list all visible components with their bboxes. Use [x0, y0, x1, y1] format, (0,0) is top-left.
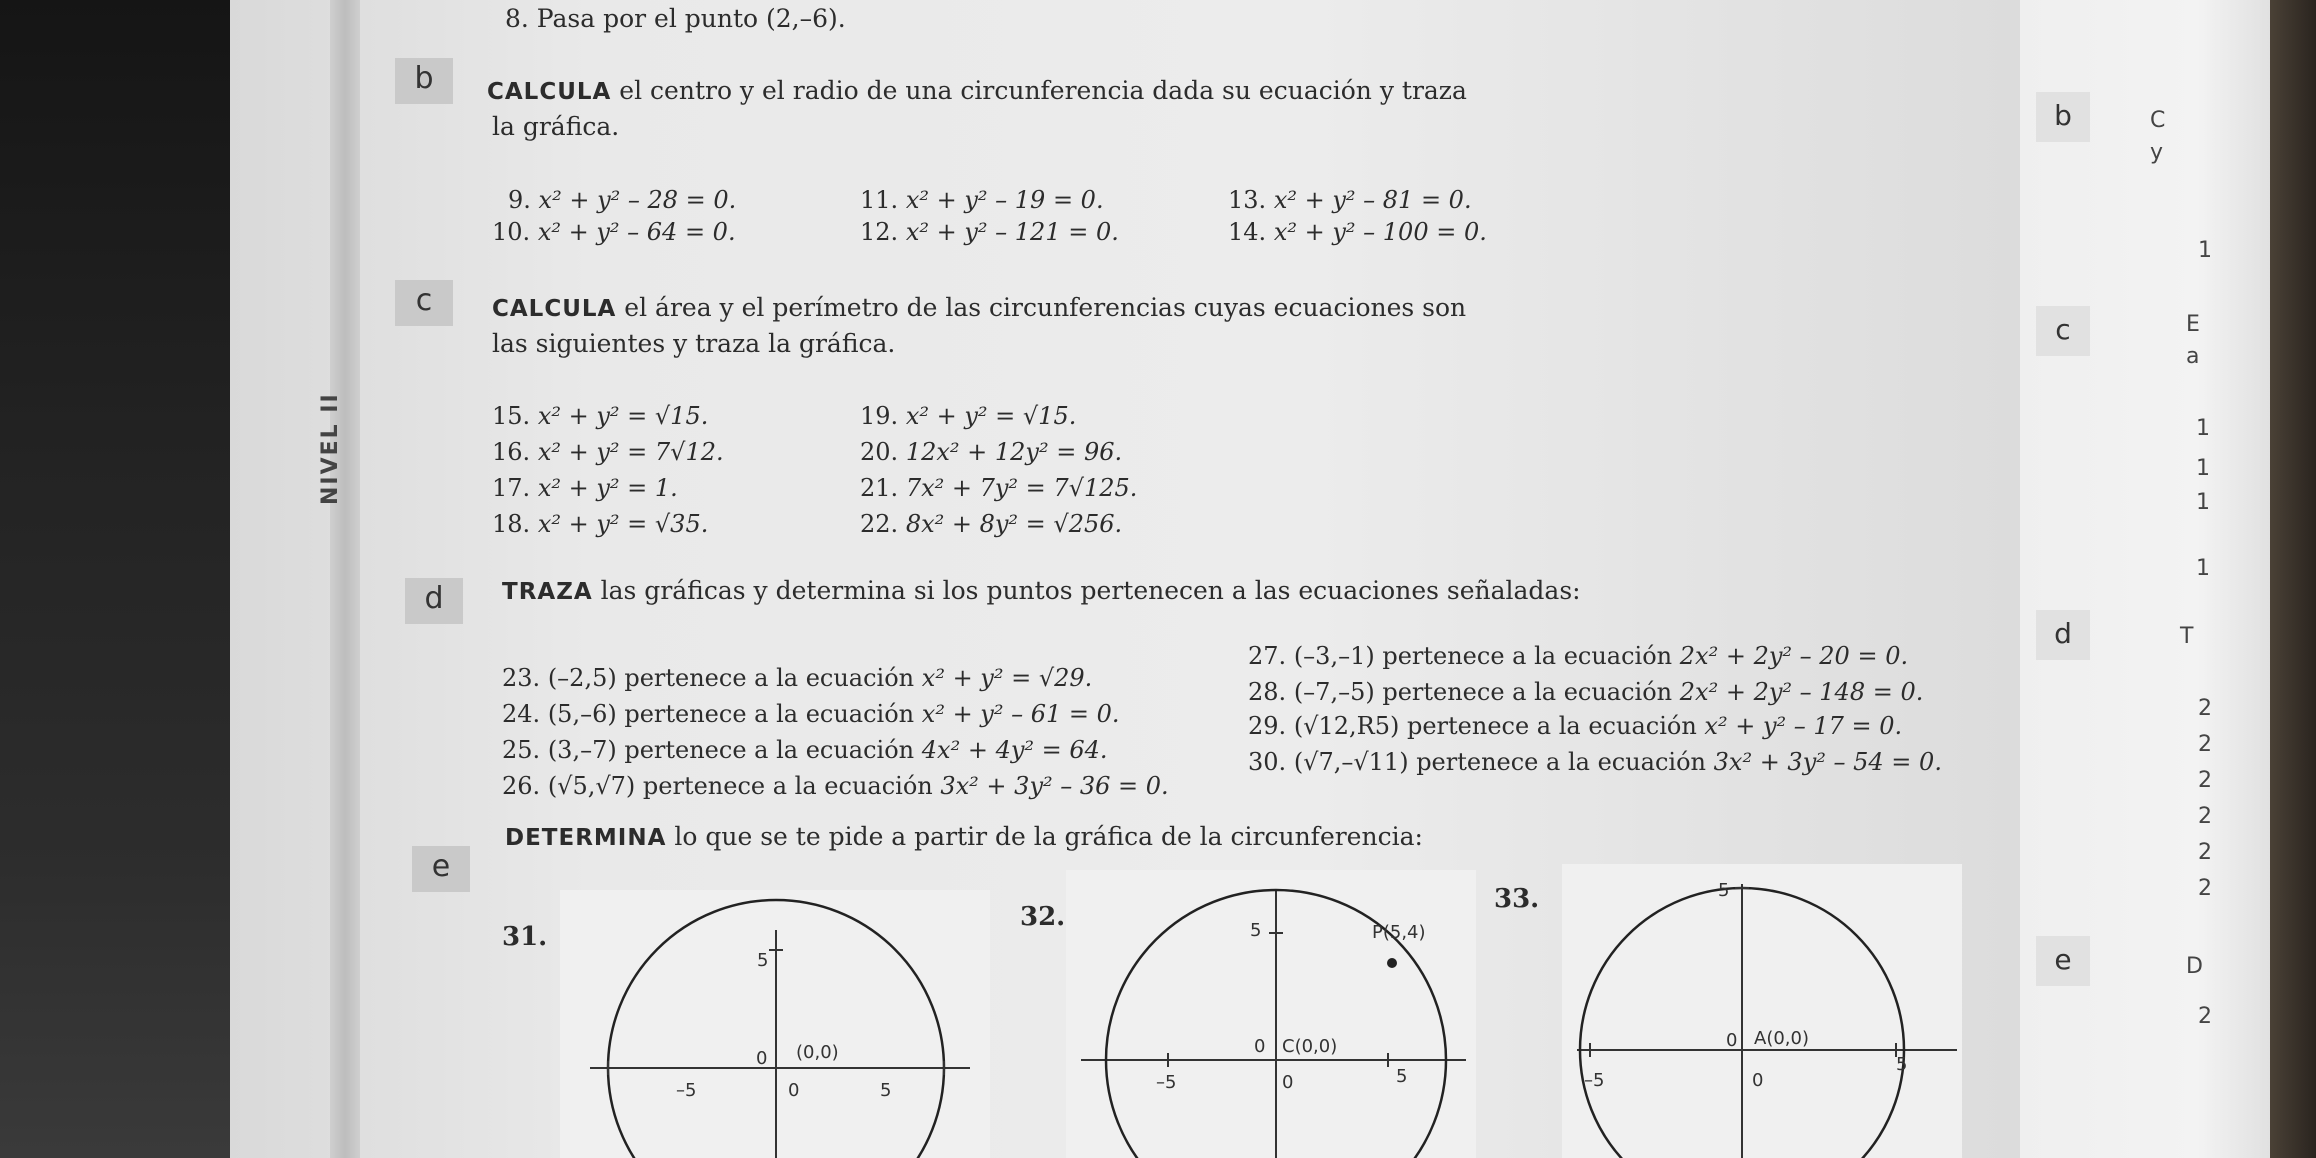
- item-15: 15. x² + y² = √15.: [492, 402, 709, 430]
- graph-33-number: 33.: [1494, 884, 1540, 914]
- right-fragment: 1: [2196, 556, 2210, 581]
- right-fragment: 1: [2196, 456, 2210, 481]
- right-fragment: 2: [2198, 804, 2212, 829]
- graph-32-left-label: –5: [1156, 1072, 1177, 1093]
- item-29: 29. (√12,R5) pertenece a la ecuación x² + y² – 17 = 0.: [1248, 712, 1903, 740]
- graph-31-origin-label: 0: [756, 1048, 768, 1069]
- margin-stripe: [330, 0, 360, 1158]
- problem-8: 8. Pasa por el punto (2,–6).: [505, 4, 846, 33]
- graph-31-center-label: (0,0): [796, 1042, 839, 1063]
- right-fragment: T: [2180, 624, 2194, 649]
- graph-32-panel: [1066, 870, 1476, 1158]
- graph-33-zero-label: 0: [1752, 1070, 1764, 1091]
- right-box-d: d: [2036, 610, 2090, 660]
- item-21: 21. 7x² + 7y² = 7√125.: [860, 474, 1138, 502]
- right-fragment: 1: [2198, 238, 2212, 263]
- graph-32-right-label: 5: [1396, 1066, 1408, 1087]
- graph-33-top-label: 5: [1718, 880, 1730, 901]
- right-fragment: D: [2186, 954, 2203, 979]
- item-14: 14. x² + y² – 100 = 0.: [1228, 218, 1487, 246]
- item-19: 19. x² + y² = √15.: [860, 402, 1077, 430]
- graph-33-panel: [1562, 864, 1962, 1158]
- right-fragment: 2: [2198, 768, 2212, 793]
- item-23: 23. (–2,5) pertenece a la ecuación x² + y² = √29.: [502, 664, 1093, 692]
- graph-32-point-label: P(5,4): [1372, 922, 1426, 943]
- right-fragment: C: [2150, 108, 2166, 133]
- background-right: [2270, 0, 2316, 1158]
- graph-32: [1066, 870, 1476, 1158]
- right-fragment: 2: [2198, 1004, 2212, 1029]
- item-11: 11. x² + y² – 19 = 0.: [860, 186, 1104, 214]
- item-25: 25. (3,–7) pertenece a la ecuación 4x² + 4y² = 64.: [502, 736, 1108, 764]
- item-28: 28. (–7,–5) pertenece a la ecuación 2x² + 2y² – 148 = 0.: [1248, 678, 1924, 706]
- graph-31-right-label: 5: [880, 1080, 892, 1101]
- item-18: 18. x² + y² = √35.: [492, 510, 709, 538]
- section-c-instruction: CALCULA el área y el perímetro de las circunferencias cuyas ecuaciones son: [492, 293, 1467, 322]
- right-box-b: b: [2036, 92, 2090, 142]
- item-13: 13. x² + y² – 81 = 0.: [1228, 186, 1472, 214]
- right-box-e: e: [2036, 936, 2090, 986]
- item-10: 10. x² + y² – 64 = 0.: [492, 218, 736, 246]
- section-c-letter: c: [395, 280, 453, 326]
- graph-33-right-label: 5: [1896, 1054, 1908, 1075]
- right-fragment: 1: [2196, 416, 2210, 441]
- graph-33-origin-label: 0: [1726, 1030, 1738, 1051]
- item-30: 30. (√7,–√11) pertenece a la ecuación 3x² + 3y² – 54 = 0.: [1248, 748, 1942, 776]
- graph-31-left-label: –5: [676, 1080, 697, 1101]
- item-24: 24. (5,–6) pertenece a la ecuación x² + y² – 61 = 0.: [502, 700, 1120, 728]
- item-9: 9. x² + y² – 28 = 0.: [508, 186, 737, 214]
- graph-31: [560, 890, 990, 1158]
- graph-32-top-label: 5: [1250, 920, 1262, 941]
- graph-33: [1562, 864, 1962, 1158]
- item-16: 16. x² + y² = 7√12.: [492, 438, 724, 466]
- graph-32-center-label: C(0,0): [1282, 1036, 1338, 1057]
- right-fragment: a: [2186, 344, 2200, 369]
- section-b-instruction: CALCULA el centro y el radio de una circunferencia dada su ecuación y traza: [487, 76, 1467, 105]
- section-b-instruction-line2: la gráfica.: [492, 112, 620, 141]
- right-fragment: E: [2186, 312, 2200, 337]
- section-b-letter: b: [395, 58, 453, 104]
- graph-32-origin-label: 0: [1254, 1036, 1266, 1057]
- section-d-letter: d: [405, 578, 463, 624]
- section-d-instruction: TRAZA las gráficas y determina si los puntos pertenecen a las ecuaciones señaladas:: [502, 576, 1581, 605]
- item-26: 26. (√5,√7) pertenece a la ecuación 3x² + 3y² – 36 = 0.: [502, 772, 1169, 800]
- graph-33-center-label: A(0,0): [1754, 1028, 1809, 1049]
- right-fragment: 2: [2198, 732, 2212, 757]
- right-fragment: 2: [2198, 840, 2212, 865]
- graph-31-top-label: 5: [757, 950, 769, 971]
- right-fragment: 2: [2198, 876, 2212, 901]
- background-left: [0, 0, 230, 1158]
- item-12: 12. x² + y² – 121 = 0.: [860, 218, 1119, 246]
- item-17: 17. x² + y² = 1.: [492, 474, 678, 502]
- section-e-letter: e: [412, 846, 470, 892]
- right-box-c: c: [2036, 306, 2090, 356]
- section-c-instruction-line2: las siguientes y traza la gráfica.: [492, 329, 896, 358]
- item-22: 22. 8x² + 8y² = √256.: [860, 510, 1123, 538]
- graph-32-point-p: [1387, 958, 1397, 968]
- section-e-instruction: DETERMINA lo que se te pide a partir de la gráfica de la circunferencia:: [505, 822, 1423, 851]
- graph-33-left-label: –5: [1584, 1070, 1605, 1091]
- item-27: 27. (–3,–1) pertenece a la ecuación 2x² + 2y² – 20 = 0.: [1248, 642, 1909, 670]
- item-20: 20. 12x² + 12y² = 96.: [860, 438, 1123, 466]
- graph-31-zero-label: 0: [788, 1080, 800, 1101]
- right-fragment: y: [2150, 140, 2164, 165]
- graph-31-number: 31.: [502, 922, 548, 952]
- graph-32-number: 32.: [1020, 902, 1066, 932]
- right-fragment: 1: [2196, 490, 2210, 515]
- nivel-label: NIVEL II: [318, 392, 343, 505]
- graph-32-zero-label: 0: [1282, 1072, 1294, 1093]
- right-fragment: 2: [2198, 696, 2212, 721]
